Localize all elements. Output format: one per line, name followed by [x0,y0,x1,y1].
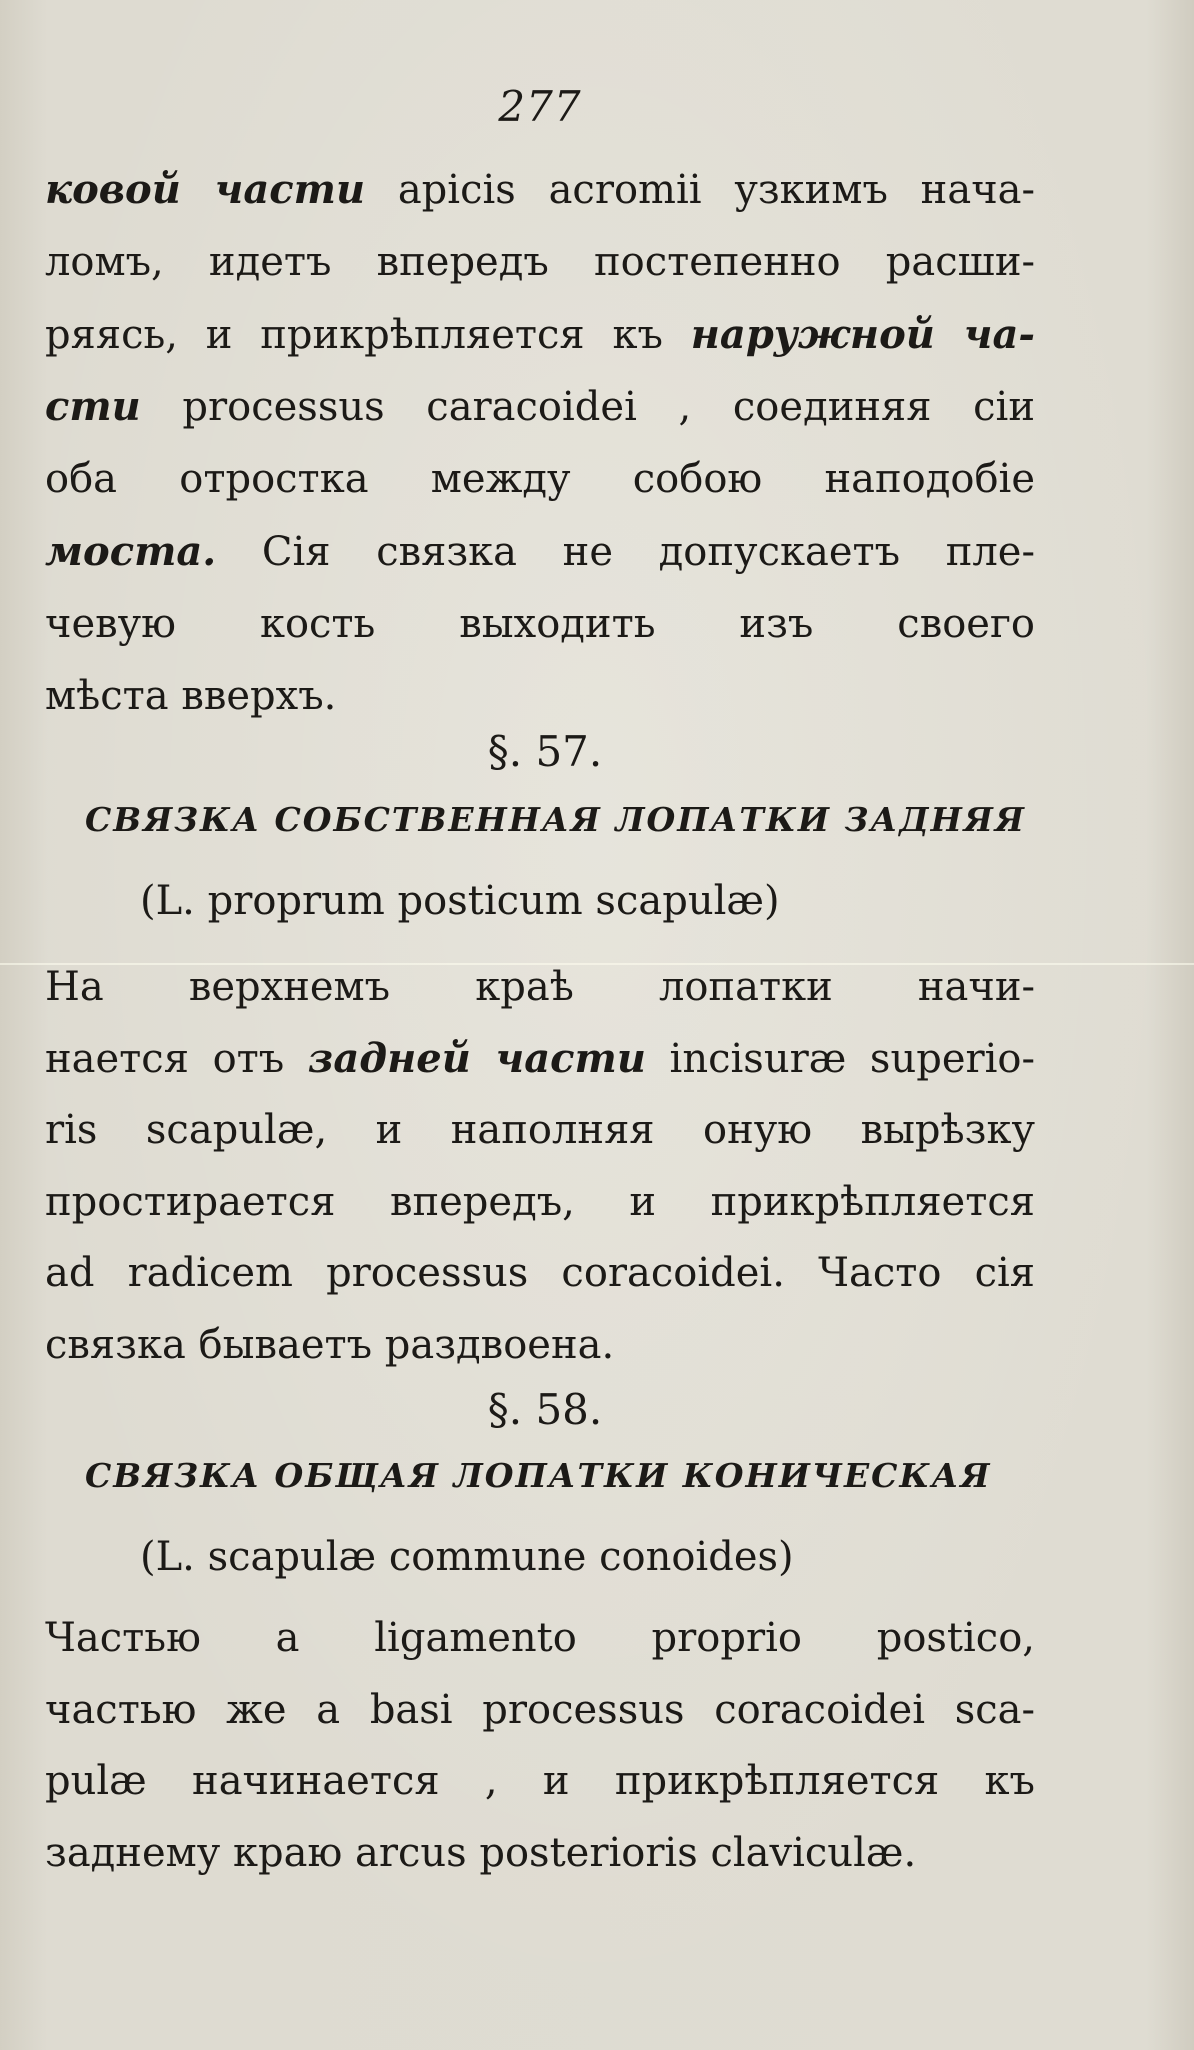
page-number: 277 [498,82,582,131]
section-58-latin-name: (L. scapulæ commune conoides) [140,1534,794,1580]
section-57-line [45,1167,1035,1237]
text-run: частью же a basi processus coracoidei sca- [45,1686,1035,1733]
section-57-line [45,1238,1035,1308]
paragraph-1-line [45,589,1035,659]
section-58-line [45,1746,1035,1816]
section-57-latin-name: (L. proprum posticum scapulæ) [140,878,780,924]
text-run: ris scapulæ, и наполняя оную вырѣзку [45,1107,1035,1153]
emphasized-text: моста. [45,527,217,575]
text-run: связка бываетъ раздвоена. [45,1321,615,1368]
text-run: оба отростка между собою наподобіе [45,456,1035,503]
paragraph-1-line [45,300,1035,370]
text-run: Сія связка не допускаетъ пле- [216,528,1035,575]
section-57-line [45,1024,1035,1094]
text-run: pulæ начинается , и прикрѣпляется къ [45,1758,1035,1804]
text-run: apicis acromii узкимъ нача- [365,167,1035,213]
section-58-line [45,1675,1035,1745]
text-run: мѣста вверхъ. [45,673,337,720]
paragraph-1-line [45,444,1035,514]
section-57-number: §. 57. [487,727,603,776]
section-58-line [45,1603,1035,1673]
paragraph-1-line [45,372,1035,442]
section-58-heading: СВЯЗКА ОБЩАЯ ЛОПАТКИ КОНИЧЕСКАЯ [85,1456,992,1495]
text-run: ряясь, и прикрѣпляется къ [45,311,691,358]
section-57-line [45,1095,1035,1165]
emphasized-text: задней части [307,1034,646,1082]
text-run: На верхнемъ краѣ лопатки начи- [45,964,1035,1010]
section-57-line [45,1310,1035,1380]
text-run: ad radicem processus coracoidei. Часто сія [45,1250,1035,1296]
text-run: ломъ, идетъ впередъ постепенно расши- [45,239,1035,286]
section-57-heading: СВЯЗКА СОБСТВЕННАЯ ЛОПАТКИ ЗАДНЯЯ [85,800,1026,839]
section-57-line [45,952,1035,1022]
emphasized-text: ковой части [45,166,366,213]
section-58-line [45,1818,1035,1888]
text-run: заднему краю arcus posterioris claviculæ. [45,1829,917,1876]
paragraph-1-line [45,227,1035,297]
paragraph-1-line [45,155,1035,225]
text-run: нается отъ [45,1035,308,1082]
text-run: Частью a ligamento proprio postico, [45,1615,1035,1661]
emphasized-text: сти [45,382,141,430]
text-run: incisuræ superio- [645,1035,1035,1082]
paragraph-1-line [45,517,1035,587]
emphasized-text: наружной ча- [690,310,1035,358]
text-run: чевую кость выходить изъ своего [45,600,1035,647]
text-run: processus caracoidei , соединяя сіи [140,383,1035,430]
text-run: простирается впередъ, и прикрѣпляется [45,1178,1035,1225]
section-58-number: §. 58. [487,1385,603,1434]
